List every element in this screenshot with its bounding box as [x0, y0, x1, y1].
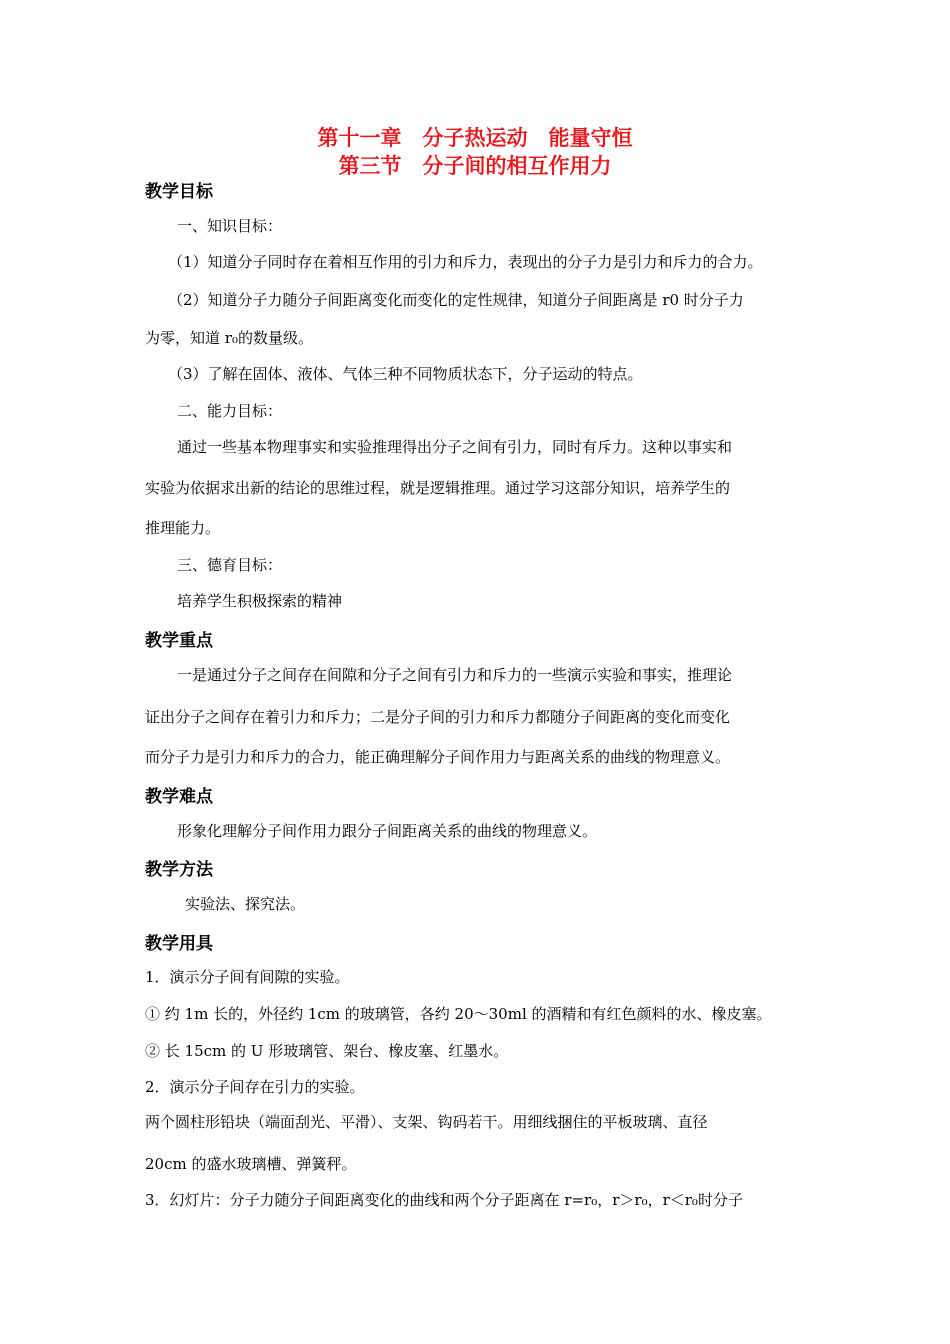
difficulty-heading: 教学难点 [145, 787, 213, 807]
chapter-title: 第十一章 分子热运动 能量守恒 [317, 126, 633, 150]
tools-item-2-line1: 两个圆柱形铅块（端面刮光、平滑）、支架、钩码若干。用细线捆住的平板玻璃、直径 [145, 1113, 708, 1131]
key-points-heading: 教学重点 [145, 631, 213, 651]
ability-goals-heading: 二、能力目标： [177, 402, 283, 420]
knowledge-goal-2-line1: （2）知道分子力随分子间距离变化而变化的定性规律，知道分子间距离是 r0 时分子力 [168, 291, 744, 309]
ability-goals-line3: 推理能力。 [145, 519, 221, 537]
tools-item-1: 1．演示分子间有间隙的实验。 [145, 968, 350, 986]
method-text: 实验法、探究法。 [185, 895, 306, 913]
tools-item-2: 2．演示分子间存在引力的实验。 [145, 1078, 365, 1096]
moral-goals-text: 培养学生积极探索的精神 [177, 592, 343, 610]
difficulty-text: 形象化理解分子间作用力跟分子间距离关系的曲线的物理意义。 [177, 822, 598, 840]
method-heading: 教学方法 [145, 860, 213, 880]
ability-goals-line1: 通过一些基本物理事实和实验推理得出分子之间有引力，同时有斥力。这种以事实和 [177, 438, 733, 456]
tools-item-3: 3．幻灯片：分子力随分子间距离变化的曲线和两个分子距离在 r=r₀，r＞r₀，r＜r₀时分子 [145, 1191, 743, 1209]
tools-item-2-line2: 20cm 的盛水玻璃槽、弹簧秤。 [145, 1155, 357, 1173]
key-points-line3: 而分子力是引力和斥力的合力，能正确理解分子间作用力与距离关系的曲线的物理意义。 [145, 748, 731, 766]
knowledge-goal-2-line2: 为零，知道 r₀的数量级。 [145, 329, 313, 347]
section-title: 第三节 分子间的相互作用力 [338, 154, 612, 178]
key-points-line1: 一是通过分子之间存在间隙和分子之间有引力和斥力的一些演示实验和事实，推理论 [177, 666, 733, 684]
knowledge-goal-1: （1）知道分子同时存在着相互作用的引力和斥力，表现出的分子力是引力和斥力的合力。 [168, 253, 763, 271]
goals-heading: 教学目标 [145, 182, 213, 202]
ability-goals-line2: 实验为依据求出新的结论的思维过程，就是逻辑推理。通过学习这部分知识，培养学生的 [145, 479, 731, 497]
knowledge-goals-heading: 一、知识目标： [177, 217, 283, 235]
tools-heading: 教学用具 [145, 934, 213, 954]
knowledge-goal-3: （3）了解在固体、液体、气体三种不同物质状态下，分子运动的特点。 [168, 365, 643, 383]
tools-item-1b: ② 长 15cm 的 U 形玻璃管、架台、橡皮塞、红墨水。 [145, 1042, 509, 1060]
moral-goals-heading: 三、德育目标： [177, 556, 283, 574]
key-points-line2: 证出分子之间存在着引力和斥力；二是分子间的引力和斥力都随分子间距离的变化而变化 [145, 708, 731, 726]
tools-item-1a: ① 约 1m 长的，外径约 1cm 的玻璃管，各约 20～30ml 的酒精和有红色颜料的水、橡皮塞。 [145, 1005, 772, 1023]
